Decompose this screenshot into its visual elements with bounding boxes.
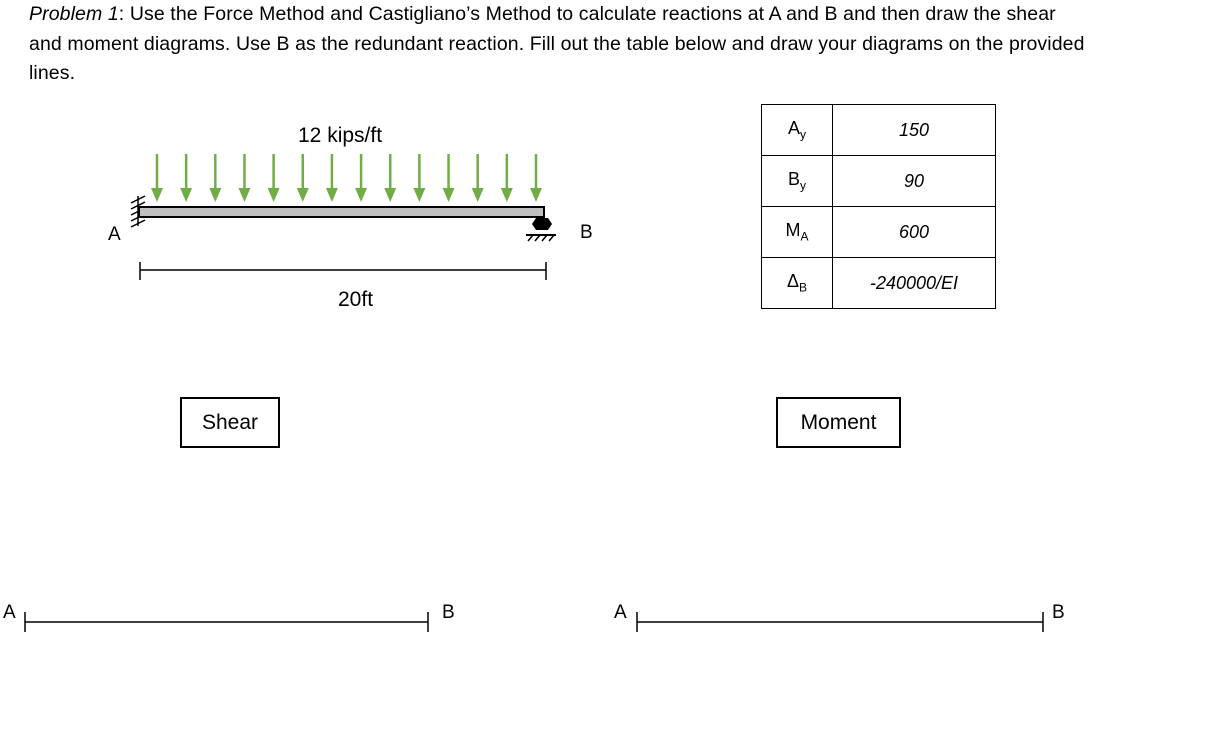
load-arrow <box>151 154 163 202</box>
load-arrow <box>530 154 542 202</box>
support-b-label: B <box>580 222 593 243</box>
load-arrow <box>180 154 192 202</box>
moment-baseline <box>637 612 1043 632</box>
moment-line-a-label: A <box>614 602 627 623</box>
shear-line-b-label: B <box>442 602 455 623</box>
problem-number: Problem 1 <box>29 3 119 25</box>
pin-support-icon <box>526 218 556 241</box>
table-row <box>762 105 996 156</box>
problem-text: : Use the Force Method and Castigliano’s Method to calculate reactions at A and B and then draw the shear and moment diagrams. Use B as the redundant reaction. Fill out the table below and draw your diagrams on the provided lines. <box>29 3 1085 84</box>
load-arrow <box>472 154 484 202</box>
row-value: 90 <box>833 156 996 207</box>
load-arrow <box>238 154 250 202</box>
load-arrow <box>268 154 280 202</box>
shear-baseline <box>25 612 428 632</box>
row-label: $\Delta_B$ <box>762 258 833 309</box>
shear-label-box: Shear <box>180 397 280 448</box>
row-label: $B_y$ <box>762 156 833 207</box>
moment-label-box: Moment <box>776 397 901 448</box>
load-arrow <box>443 154 455 202</box>
load-arrow <box>384 154 396 202</box>
results-table <box>761 104 996 309</box>
load-arrow <box>209 154 221 202</box>
shear-line-a-label: A <box>3 602 16 623</box>
table-row <box>762 258 996 309</box>
span-label: 20ft <box>338 288 374 311</box>
load-label: 12 kips/ft <box>298 124 383 147</box>
load-arrow <box>297 154 309 202</box>
row-label: $A_y$ <box>762 105 833 156</box>
load-arrow <box>326 154 338 202</box>
table-row <box>762 156 996 207</box>
moment-line-b-label: B <box>1052 602 1065 623</box>
row-value: 150 <box>833 105 996 156</box>
beam <box>139 207 544 217</box>
table-row <box>762 207 996 258</box>
span-dimension-line <box>140 262 546 280</box>
load-arrow <box>355 154 367 202</box>
load-arrow <box>413 154 425 202</box>
support-a-label: A <box>108 224 121 245</box>
row-value: 600 <box>833 207 996 258</box>
load-arrow <box>501 154 513 202</box>
row-label: $M_A$ <box>762 207 833 258</box>
distributed-load-arrows <box>151 154 542 202</box>
row-value: -240000/EI <box>833 258 996 309</box>
